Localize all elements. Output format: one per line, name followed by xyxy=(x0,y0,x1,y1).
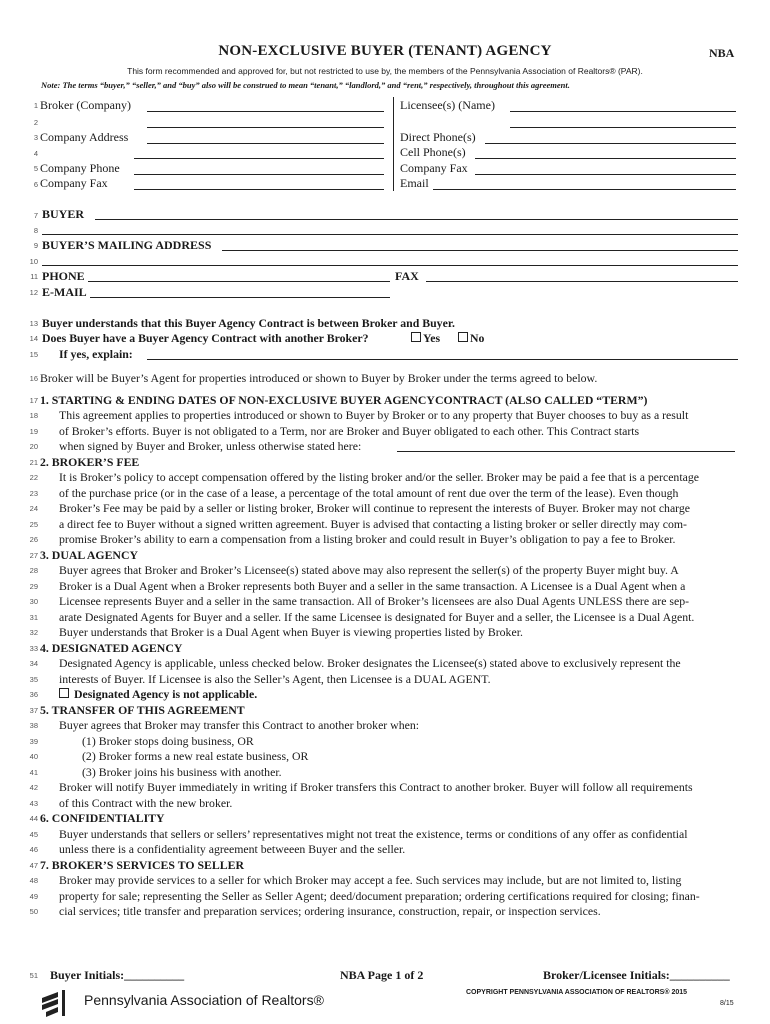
line-number: 46 xyxy=(29,845,38,854)
company-phone-field[interactable] xyxy=(134,174,384,175)
section-2-title: 2. BROKER’S FEE xyxy=(40,455,140,469)
broker-company-field-2[interactable] xyxy=(147,127,384,128)
line-number: 16 xyxy=(29,374,38,383)
terms-note: Note: The terms “buyer,” “seller,” and “buy” also will be construed to mean “tenant,” “landlord,” and “rent,” respectively, throughout this agreement. xyxy=(41,80,570,90)
line-number: 48 xyxy=(29,876,38,885)
line-number: 32 xyxy=(29,628,38,637)
no-checkbox[interactable]: No xyxy=(458,331,484,346)
buyer-label: BUYER xyxy=(42,207,85,221)
line-number: 29 xyxy=(29,582,38,591)
section-5-text: of this Contract with the new broker. xyxy=(59,796,233,810)
line-number: 47 xyxy=(29,861,38,870)
line-number: 15 xyxy=(29,350,38,359)
licensees-field-2[interactable] xyxy=(510,127,736,128)
other-contract-question: Does Buyer have a Buyer Agency Contract with another Broker? xyxy=(42,331,369,345)
buyer-initials[interactable]: Buyer Initials:__________ xyxy=(50,968,185,982)
mailing-address-label: BUYER’S MAILING ADDRESS xyxy=(42,238,212,252)
form-title: NON-EXCLUSIVE BUYER (TENANT) AGENCY xyxy=(218,43,552,59)
company-phone-label: Company Phone xyxy=(40,161,120,175)
phone-label: PHONE xyxy=(42,269,85,283)
line-number: 45 xyxy=(29,830,38,839)
line-number: 31 xyxy=(29,613,38,622)
company-address-field[interactable] xyxy=(147,143,384,144)
section-5-item: (3) Broker joins his business with another. xyxy=(82,765,282,779)
section-1-title: 1. STARTING & ENDING DATES OF NON-EXCLUSIVE BUYER AGENCYCONTRACT (ALSO CALLED “TERM”) xyxy=(40,393,648,407)
line-number: 8 xyxy=(33,226,38,235)
licensees-field[interactable] xyxy=(510,111,736,112)
section-4-text: Designated Agency is applicable, unless checked below. Broker designates the Licensee(s) stated above to exclusively represent the xyxy=(59,656,681,670)
line-number: 37 xyxy=(29,706,38,715)
line-number: 6 xyxy=(33,180,38,189)
page-number: NBA Page 1 of 2 xyxy=(340,968,424,982)
section-7-text: Broker may provide services to a seller for which Broker may accept a fee. Such services may include, but are not limited to, listing xyxy=(59,873,682,887)
licensees-label: Licensee(s) (Name) xyxy=(400,98,495,112)
broker-initials[interactable]: Broker/Licensee Initials:__________ xyxy=(543,968,730,982)
section-5-item: (1) Broker stops doing business, OR xyxy=(82,734,254,748)
line-number: 18 xyxy=(29,411,38,420)
phone-field[interactable] xyxy=(88,281,390,282)
line-number: 2 xyxy=(33,118,38,127)
yes-checkbox[interactable]: Yes xyxy=(411,331,440,346)
line-number: 23 xyxy=(29,489,38,498)
section-4-text: interests of Buyer. If Licensee is also the Seller’s Agent, then Licensee is a DUAL AGENT. xyxy=(59,672,491,686)
section-3-text: Licensee represents Buyer and a seller in the same transaction. All of Broker’s licensees are also Dual Agents UNLESS there are sep- xyxy=(59,594,690,608)
line-number: 24 xyxy=(29,504,38,513)
company-address-field-2[interactable] xyxy=(134,158,384,159)
revision-date: 8/15 xyxy=(720,1000,734,1007)
line-number: 9 xyxy=(33,241,38,250)
line-number: 3 xyxy=(33,133,38,142)
line-number: 14 xyxy=(29,334,38,343)
section-3-text: arate Designated Agents for Buyer and a seller. If the same Licensee is designated for Buyer and a seller, the Licensee is a Dual Agent. xyxy=(59,610,695,624)
explain-field[interactable] xyxy=(147,359,738,360)
broker-company-label: Broker (Company) xyxy=(40,98,131,112)
buyer-field-2[interactable] xyxy=(42,234,738,235)
line-number: 34 xyxy=(29,659,38,668)
section-2-text: of the purchase price (or in the case of a lease, a percentage of the total amount of rent due over the term of the lease). Even though xyxy=(59,486,679,500)
line-number: 11 xyxy=(30,272,38,281)
line-number: 20 xyxy=(29,442,38,451)
line-number: 1 xyxy=(33,101,38,110)
section-1-text: This agreement applies to properties introduced or shown to Buyer by Broker or to any property that Buyer chooses to buy as a result xyxy=(59,408,689,422)
section-5-item: (2) Broker forms a new real estate business, OR xyxy=(82,749,309,763)
line-number: 21 xyxy=(29,458,38,467)
line-number: 26 xyxy=(29,535,38,544)
line-number: 22 xyxy=(29,473,38,482)
fax-label: FAX xyxy=(395,269,419,283)
mailing-address-field[interactable] xyxy=(222,250,738,251)
explain-label: If yes, explain: xyxy=(59,347,133,361)
section-6-text: unless there is a confidentiality agreement betweeen Buyer and the seller. xyxy=(59,842,406,856)
par-logo-icon xyxy=(40,986,80,1018)
line-number: 25 xyxy=(29,520,38,529)
line-number: 35 xyxy=(29,675,38,684)
line-number: 38 xyxy=(29,721,38,730)
section-5-text: Buyer agrees that Broker may transfer this Contract to another broker when: xyxy=(59,718,420,732)
form-code: NBA xyxy=(709,46,735,60)
line-number: 39 xyxy=(29,737,38,746)
line-number: 4 xyxy=(33,149,38,158)
line-number: 40 xyxy=(29,752,38,761)
line-number: 5 xyxy=(33,164,38,173)
par-org-name: Pennsylvania Association of Realtors® xyxy=(84,992,324,1008)
company-fax-right-label: Company Fax xyxy=(400,161,468,175)
company-address-label: Company Address xyxy=(40,130,129,144)
email-label: Email xyxy=(400,176,429,190)
section-1-text: when signed by Buyer and Broker, unless otherwise stated here: xyxy=(59,439,362,453)
line-number: 51 xyxy=(29,971,38,980)
email-buyer-field[interactable] xyxy=(90,297,390,298)
email-field[interactable] xyxy=(433,189,736,190)
line-number: 42 xyxy=(29,783,38,792)
section-2-text: promise Broker’s ability to earn a compensation from a listing broker and could result in Buyer’s obligation to pay a fee to Broker. xyxy=(59,532,676,546)
line-number: 13 xyxy=(29,319,38,328)
line-number: 50 xyxy=(29,907,38,916)
copyright: COPYRIGHT PENNSYLVANIA ASSOCIATION OF REALTORS® 2015 xyxy=(466,989,688,996)
line-number: 7 xyxy=(33,211,38,220)
line-number: 12 xyxy=(29,288,38,297)
line-number: 19 xyxy=(29,427,38,436)
fax-field[interactable] xyxy=(426,281,738,282)
line-number: 41 xyxy=(29,768,38,777)
company-fax-field[interactable] xyxy=(134,189,384,190)
direct-phones-label: Direct Phone(s) xyxy=(400,130,476,144)
section-5-title: 5. TRANSFER OF THIS AGREEMENT xyxy=(40,703,245,717)
section-7-text: cial services; title transfer and preparation services; ordering insurance, construction, repair, or inspection services. xyxy=(59,904,601,918)
section-4-title: 4. DESIGNATED AGENCY xyxy=(40,641,183,655)
section-5-text: Broker will notify Buyer immediately in writing if Broker transfers this Contract to another broker. Buyer will follow all requirements xyxy=(59,780,693,794)
start-date-field[interactable] xyxy=(397,451,735,452)
section-3-text: Buyer agrees that Broker and Broker’s Licensee(s) stated above may also represent the seller(s) of the property Buyer might buy. A xyxy=(59,563,679,577)
line-number: 28 xyxy=(29,566,38,575)
section-6-text: Buyer understands that sellers or sellers’ representatives might not treat the existence, terms or conditions of any offer as confidential xyxy=(59,827,688,841)
line-number: 43 xyxy=(29,799,38,808)
buyer-field[interactable] xyxy=(95,219,738,220)
direct-phones-field[interactable] xyxy=(485,143,736,144)
line-number: 30 xyxy=(29,597,38,606)
line-number: 17 xyxy=(29,396,38,405)
section-6-title: 6. CONFIDENTIALITY xyxy=(40,811,165,825)
company-fax-label: Company Fax xyxy=(40,176,108,190)
form-subtitle: This form recommended and approved for, but not restricted to use by, the members of the Pennsylvania Association of Realtors® (PAR). xyxy=(127,66,643,76)
section-7-title: 7. BROKER’S SERVICES TO SELLER xyxy=(40,858,245,872)
mailing-address-field-2[interactable] xyxy=(42,265,738,266)
broker-company-field[interactable] xyxy=(147,111,384,112)
line-number: 36 xyxy=(29,690,38,699)
email-buyer-label: E-MAIL xyxy=(42,285,87,299)
section-2-text: a direct fee to Buyer without a signed written agreement. Buyer is advised that contacting a listing broker or seller directly may com- xyxy=(59,517,687,531)
line-number: 27 xyxy=(29,551,38,560)
intro-statement: Broker will be Buyer’s Agent for properties introduced or shown to Buyer by Broker under the terms agreed to below. xyxy=(40,371,598,385)
company-fax-right-field[interactable] xyxy=(475,174,736,175)
cell-phones-field[interactable] xyxy=(475,158,736,159)
section-2-text: It is Broker’s policy to accept compensation offered by the listing broker and/or the seller. Broker may be paid a fee that is a percentage xyxy=(59,470,699,484)
section-3-title: 3. DUAL AGENCY xyxy=(40,548,138,562)
column-divider xyxy=(393,97,394,191)
line-number: 44 xyxy=(29,814,38,823)
line-number: 33 xyxy=(29,644,38,653)
contract-statement: Buyer understands that this Buyer Agency Contract is between Broker and Buyer. xyxy=(42,316,455,330)
section-7-text: property for sale; representing the Seller as Seller Agent; deed/document preparation; ordering certifications required for closing; finan- xyxy=(59,889,700,903)
line-number: 49 xyxy=(29,892,38,901)
section-2-text: Broker’s Fee may be paid by a seller or listing broker, Broker will continue to represent the interests of Buyer. Broker may not charge xyxy=(59,501,691,515)
section-1-text: of Broker’s efforts. Buyer is not obligated to a Term, nor are Broker and Buyer obligated to each other. This Contract starts xyxy=(59,424,640,438)
cell-phones-label: Cell Phone(s) xyxy=(400,145,466,159)
section-3-text: Broker is a Dual Agent when a Broker represents both Buyer and a seller in the same transaction. A Licensee is a Dual Agent when a xyxy=(59,579,686,593)
designated-agency-checkbox[interactable]: Designated Agency is not applicable. xyxy=(59,687,257,702)
section-3-text: Buyer understands that Broker is a Dual Agent when Buyer is viewing properties listed by Broker. xyxy=(59,625,523,639)
line-number: 10 xyxy=(29,257,38,266)
